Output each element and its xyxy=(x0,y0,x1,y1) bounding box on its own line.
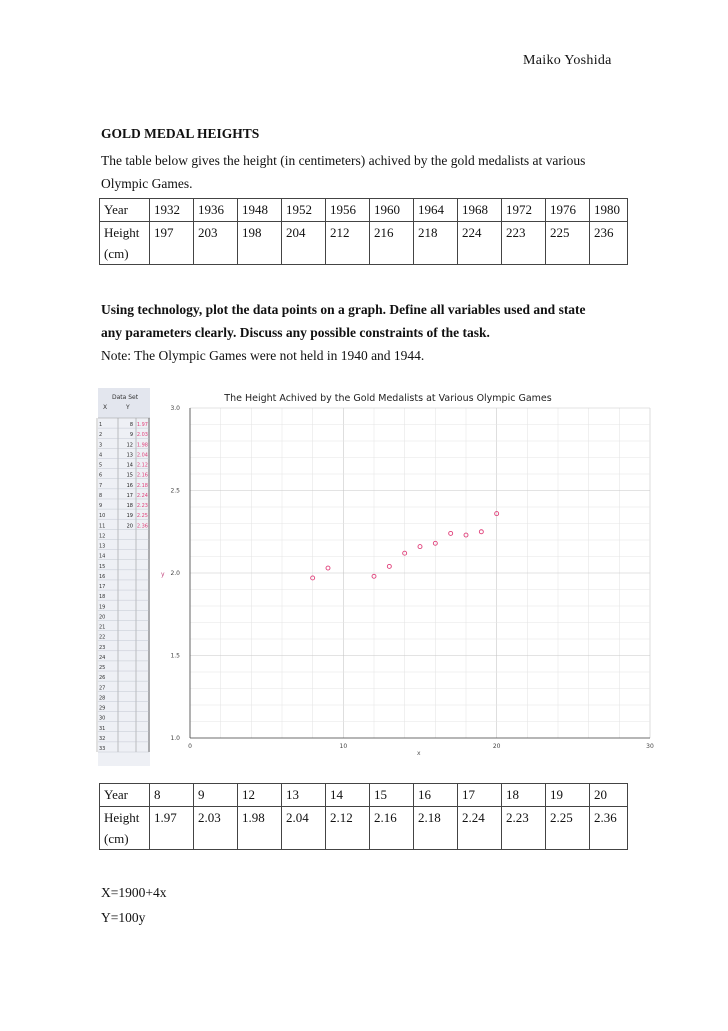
sheet-cell-y: 2.25 xyxy=(136,513,148,520)
sheet-cell-y: 2.03 xyxy=(136,432,148,439)
sheet-cell-y: 1.98 xyxy=(136,442,148,449)
sheet-cell-x: 19 xyxy=(126,513,133,520)
table-row-height xyxy=(100,807,628,850)
table-cell: 1932 xyxy=(150,199,194,222)
page-title: GOLD MEDAL HEIGHTS xyxy=(101,126,260,141)
table-cell: 1960 xyxy=(370,199,414,222)
sheet-cell-y: 2.04 xyxy=(136,452,148,459)
table-cell: 2.03 xyxy=(194,807,238,850)
table-cell: 1972 xyxy=(502,199,546,222)
sheet-cell-y: 1.97 xyxy=(136,422,148,429)
table-cell: 2.25 xyxy=(546,807,590,850)
sheet-row-number: 20 xyxy=(99,614,106,621)
sheet-row-number: 33 xyxy=(99,746,106,752)
table-cell: 14 xyxy=(326,784,370,807)
sheet-row-number: 15 xyxy=(99,563,106,570)
row-label: Year xyxy=(100,199,150,222)
table-cell: 236 xyxy=(590,222,628,265)
y-tick-label: 1.5 xyxy=(170,652,180,660)
sheet-cell-x: 18 xyxy=(126,503,133,510)
data-set-sheet xyxy=(97,388,150,766)
table-row-year xyxy=(100,199,628,222)
table-cell: 2.18 xyxy=(414,807,458,850)
chart-title: The Height Achived by the Gold Medalists at Various Olympic Games xyxy=(224,393,552,404)
table-cell: 224 xyxy=(458,222,502,265)
table-cell: 198 xyxy=(238,222,282,265)
sheet-row-number: 5 xyxy=(99,462,103,469)
table-cell: 2.36 xyxy=(590,807,628,850)
sheet-cell-x: 14 xyxy=(126,462,133,469)
row-label: Year xyxy=(100,784,150,807)
table-cell: 197 xyxy=(150,222,194,265)
x-axis-label: x xyxy=(417,750,421,757)
table-cell: 8 xyxy=(150,784,194,807)
sheet-cell-y: 2.36 xyxy=(136,523,148,530)
sheet-row-number: 22 xyxy=(99,634,106,641)
table-cell: 20 xyxy=(590,784,628,807)
sheet-row-number: 17 xyxy=(99,584,106,591)
sheet-cell-x: 20 xyxy=(126,523,133,530)
sheet-row-number: 25 xyxy=(99,665,106,672)
sheet-row-number: 2 xyxy=(99,432,103,439)
x-tick-label: 20 xyxy=(492,743,501,750)
sheet-cell-x: 13 xyxy=(126,452,133,459)
sheet-cell-x: 9 xyxy=(129,432,133,439)
sheet-row-number: 18 xyxy=(99,594,106,601)
sheet-row-number: 8 xyxy=(99,492,103,499)
data-set-label: Data Set xyxy=(112,394,139,401)
table-cell: 1980 xyxy=(590,199,628,222)
task-line-2: any parameters clearly. Discuss any possible constraints of the task. xyxy=(101,325,490,340)
equation-x: X=1900+4x xyxy=(101,885,167,900)
x-tick-label: 30 xyxy=(646,743,654,750)
sheet-row-number: 4 xyxy=(99,452,103,459)
sheet-cell-y: 2.18 xyxy=(136,482,148,489)
table-cell: 1.97 xyxy=(150,807,194,850)
sheet-row-number: 13 xyxy=(99,543,106,550)
sheet-row-number: 19 xyxy=(99,604,106,611)
row-label: Height (cm) xyxy=(100,222,150,265)
sheet-cell-x: 8 xyxy=(129,422,133,429)
col-x-label: X xyxy=(103,404,108,411)
y-tick-label: 2.0 xyxy=(170,570,180,577)
table-row-year xyxy=(100,784,628,807)
table-cell: 216 xyxy=(370,222,414,265)
data-table-original xyxy=(99,198,628,265)
sheet-cell-y: 2.16 xyxy=(136,472,148,479)
table-cell: 1.98 xyxy=(238,807,282,850)
sheet-row-number: 28 xyxy=(99,695,106,702)
table-cell: 17 xyxy=(458,784,502,807)
sheet-cell-x: 16 xyxy=(126,482,133,489)
table-cell: 1956 xyxy=(326,199,370,222)
table-cell: 2.16 xyxy=(370,807,414,850)
table-cell: 212 xyxy=(326,222,370,265)
sheet-row-number: 21 xyxy=(99,624,106,631)
sheet-cell-x: 12 xyxy=(126,442,133,449)
table-cell: 12 xyxy=(238,784,282,807)
intro-line-2: Olympic Games. xyxy=(101,176,193,191)
table-cell: 1976 xyxy=(546,199,590,222)
sheet-row-number: 16 xyxy=(99,573,106,580)
sheet-row-number: 23 xyxy=(99,644,106,651)
task-line-1: Using technology, plot the data points on a graph. Define all variables used and state xyxy=(101,302,586,317)
sheet-row-number: 29 xyxy=(99,705,106,712)
x-tick-label: 10 xyxy=(339,743,348,750)
sheet-cell-x: 17 xyxy=(126,492,133,499)
table-row-height xyxy=(100,222,628,265)
x-tick-label: 0 xyxy=(188,743,192,750)
table-cell: 1968 xyxy=(458,199,502,222)
sheet-row-number: 7 xyxy=(99,482,103,489)
sheet-row-number: 6 xyxy=(99,472,103,479)
sheet-row-number: 31 xyxy=(99,725,106,732)
author-name: Maiko Yoshida xyxy=(523,53,612,68)
sheet-cell-x: 15 xyxy=(126,472,133,479)
equation-y: Y=100y xyxy=(101,910,146,925)
sheet-row-number: 10 xyxy=(99,513,106,520)
intro-line-1: The table below gives the height (in centimeters) achived by the gold medalists at various xyxy=(101,153,586,168)
table-cell: 204 xyxy=(282,222,326,265)
table-cell: 223 xyxy=(502,222,546,265)
sheet-row-number: 30 xyxy=(99,715,106,722)
sheet-row-number: 24 xyxy=(99,654,106,661)
table-cell: 203 xyxy=(194,222,238,265)
sheet-row-number: 26 xyxy=(99,675,106,682)
table-cell: 15 xyxy=(370,784,414,807)
sheet-row-number: 9 xyxy=(99,503,103,510)
intro-text xyxy=(101,149,641,195)
data-table-transformed xyxy=(99,783,628,850)
table-cell: 225 xyxy=(546,222,590,265)
table-cell: 16 xyxy=(414,784,458,807)
table-cell: 2.04 xyxy=(282,807,326,850)
row-label: Height (cm) xyxy=(100,807,150,850)
table-cell: 1952 xyxy=(282,199,326,222)
table-cell: 18 xyxy=(502,784,546,807)
table-cell: 218 xyxy=(414,222,458,265)
table-cell: 2.24 xyxy=(458,807,502,850)
sheet-row-number: 14 xyxy=(99,553,106,560)
task-text xyxy=(101,298,641,344)
y-axis-label: y xyxy=(161,571,165,578)
y-tick-label: 2.5 xyxy=(170,487,180,495)
table-cell: 1936 xyxy=(194,199,238,222)
sheet-row-number: 27 xyxy=(99,685,106,692)
scatter-graph xyxy=(98,388,654,766)
table-cell: 9 xyxy=(194,784,238,807)
sheet-cell-y: 2.12 xyxy=(136,462,148,469)
sheet-row-number: 1 xyxy=(99,422,103,429)
sheet-row-number: 32 xyxy=(99,735,106,742)
table-cell: 19 xyxy=(546,784,590,807)
table-cell: 2.23 xyxy=(502,807,546,850)
sheet-row-number: 12 xyxy=(99,533,106,540)
y-tick-label: 3.0 xyxy=(170,405,180,412)
note-text: Note: The Olympic Games were not held in 1940 and 1944. xyxy=(101,348,425,363)
sheet-cell-y: 2.24 xyxy=(136,492,148,499)
table-cell: 1964 xyxy=(414,199,458,222)
sheet-row-number: 11 xyxy=(99,523,106,530)
y-tick-label: 1.0 xyxy=(170,735,180,742)
col-y-label: Y xyxy=(126,404,130,411)
table-cell: 1948 xyxy=(238,199,282,222)
sheet-cell-y: 2.23 xyxy=(136,503,148,510)
table-cell: 2.12 xyxy=(326,807,370,850)
table-cell: 13 xyxy=(282,784,326,807)
sheet-row-number: 3 xyxy=(99,442,103,449)
